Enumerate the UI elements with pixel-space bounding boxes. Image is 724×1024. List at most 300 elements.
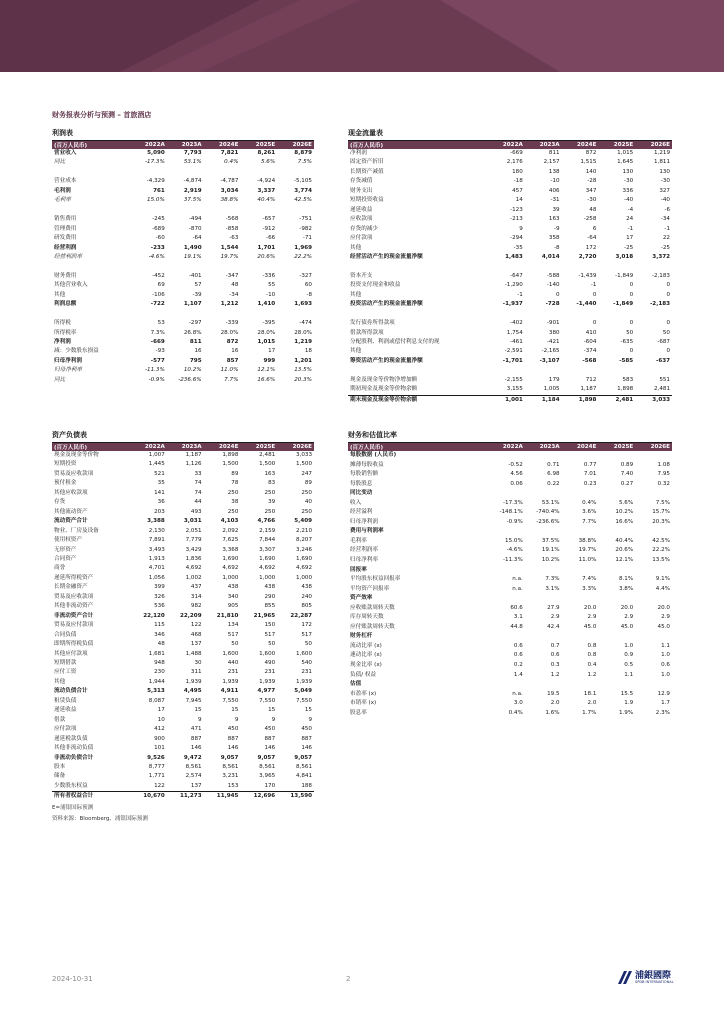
- row-value: -327: [299, 272, 312, 279]
- row-value: 22.2%: [294, 253, 312, 260]
- row-value: 517: [301, 631, 312, 638]
- row-value: 0: [666, 282, 670, 289]
- row-value: -1,701: [502, 357, 523, 364]
- row-label: 流动负债合计: [54, 688, 88, 695]
- row-value: 17: [157, 707, 165, 714]
- row-value: 57: [194, 282, 202, 289]
- table-row: [52, 602, 314, 611]
- cashflow-table: [348, 141, 672, 405]
- row-value: 1.9%: [618, 709, 634, 716]
- row-value: 5,049: [294, 688, 312, 695]
- row-label: 合同资产: [54, 555, 77, 562]
- table-row: [52, 451, 314, 460]
- row-value: -106: [152, 291, 165, 298]
- row-value: 2.9: [587, 614, 597, 621]
- row-value: 17: [268, 348, 276, 355]
- row-value: 83: [268, 480, 276, 487]
- row-value: 1,001: [488, 395, 525, 405]
- row-value: 1,944: [148, 678, 165, 685]
- row-label: 应付款项: [54, 726, 77, 733]
- row-value: 130: [659, 168, 670, 175]
- row-value: [488, 594, 525, 604]
- row-value: 15: [194, 707, 202, 714]
- column-header-unit: (百万人民币): [52, 141, 130, 149]
- table-row: [348, 234, 672, 243]
- row-value: 20.0: [583, 604, 597, 611]
- row-value: -585: [619, 357, 634, 364]
- row-value: 7.4%: [582, 576, 597, 583]
- row-label: 投资支付现金和收益: [350, 282, 401, 289]
- column-header-year: 2022A: [130, 141, 167, 149]
- row-value: 1,600: [259, 650, 276, 657]
- row-value: 146: [264, 745, 276, 752]
- row-value: -401: [188, 272, 202, 279]
- row-label: 每股数据 (人民币): [350, 452, 397, 458]
- row-label: 其他非流动资产: [54, 603, 94, 610]
- row-value: 35: [157, 480, 165, 487]
- row-label: 净利润: [350, 150, 367, 156]
- row-value: 250: [227, 489, 239, 496]
- row-label: 无形资产: [54, 546, 77, 553]
- row-label: 投资活动产生的现金流量净额: [350, 301, 423, 308]
- row-value: 1,201: [294, 357, 312, 364]
- row-value: 20.0: [657, 604, 670, 611]
- row-value: 19.5: [547, 690, 560, 697]
- row-value: 1,690: [295, 555, 312, 562]
- row-value: 9,526: [147, 754, 165, 761]
- row-value: 60.6: [510, 604, 523, 611]
- row-value: 811: [548, 150, 560, 156]
- row-value: 7,550: [259, 697, 276, 704]
- table-row: [348, 347, 672, 356]
- row-value: 39: [552, 206, 560, 213]
- row-value: -245: [152, 216, 165, 223]
- row-value: [562, 566, 599, 576]
- row-value: [525, 310, 562, 319]
- table-row: [348, 149, 672, 158]
- row-label: 同比变动: [350, 490, 373, 497]
- financial-header-row: [348, 443, 672, 451]
- row-value: -657: [262, 216, 276, 223]
- table-row: [348, 527, 672, 537]
- row-value: 8,561: [259, 763, 276, 770]
- row-value: [204, 206, 241, 215]
- row-value: -2,591: [504, 348, 523, 355]
- table-row: [52, 659, 314, 668]
- row-value: 468: [190, 631, 202, 638]
- row-value: 250: [264, 489, 276, 496]
- row-value: 1.7%: [582, 709, 597, 716]
- table-row: [52, 149, 314, 158]
- row-value: -8: [306, 291, 312, 298]
- table-row: [348, 206, 672, 215]
- row-value: 11.0%: [220, 367, 239, 374]
- header-banner: [0, 0, 724, 72]
- row-value: 27.9: [547, 604, 560, 611]
- row-value: 1,000: [259, 574, 276, 581]
- table-row: [52, 262, 314, 271]
- table-row: [348, 310, 672, 319]
- row-value: 19.7%: [578, 547, 597, 554]
- row-value: 1,015: [617, 150, 634, 156]
- row-value: 146: [227, 745, 239, 752]
- row-value: -25: [660, 244, 670, 251]
- row-value: 15: [231, 707, 239, 714]
- row-label: 市盈率 (x): [350, 690, 377, 697]
- row-value: [598, 262, 635, 271]
- row-value: 12.1%: [257, 367, 276, 374]
- row-value: 8,261: [257, 150, 276, 156]
- row-value: 1,701: [257, 244, 276, 251]
- row-label: 营业收入: [54, 150, 77, 156]
- row-value: 2,051: [185, 527, 202, 534]
- row-label: 即期所得税负债: [54, 641, 94, 648]
- row-value: 130: [622, 168, 634, 175]
- row-value: [167, 206, 204, 215]
- table-row: [52, 782, 314, 792]
- row-value: [635, 489, 672, 499]
- row-value: [488, 566, 525, 576]
- row-value: [635, 566, 672, 576]
- row-value: [130, 206, 167, 215]
- row-value: -10: [550, 178, 560, 185]
- row-value: 45.0: [657, 623, 670, 630]
- table-row: [52, 329, 314, 338]
- row-value: 1,939: [259, 678, 276, 685]
- row-value: [562, 632, 599, 642]
- row-value: -8: [554, 244, 560, 251]
- row-value: 0.27: [620, 480, 634, 487]
- row-value: -35: [513, 244, 523, 251]
- row-value: 7,844: [259, 537, 276, 544]
- row-value: -858: [225, 225, 239, 232]
- row-value: 172: [301, 622, 312, 629]
- row-value: 7.95: [657, 471, 670, 478]
- row-value: -4,924: [257, 178, 276, 185]
- row-value: 2,210: [295, 527, 312, 534]
- row-value: 50: [268, 641, 276, 648]
- row-value: [598, 680, 635, 690]
- row-value: [598, 489, 635, 499]
- row-value: [525, 262, 562, 271]
- row-value: [525, 632, 562, 642]
- row-value: 0.6: [550, 652, 560, 659]
- row-value: 0.22: [547, 480, 560, 487]
- row-label: 净利润: [54, 339, 71, 345]
- row-label: 其他: [350, 244, 362, 251]
- column-header-year: 2022A: [488, 443, 525, 451]
- row-value: 1,898: [222, 452, 239, 458]
- row-value: -870: [188, 225, 202, 232]
- row-value: -4.6%: [506, 547, 523, 554]
- row-value: -339: [225, 320, 239, 327]
- table-row: [348, 357, 672, 366]
- row-value: 4,014: [541, 253, 560, 260]
- row-value: 0: [666, 348, 670, 355]
- row-value: 1,771: [148, 773, 165, 780]
- row-value: 0.9: [624, 652, 634, 659]
- row-value: [167, 168, 204, 177]
- report-title: 财务报表分析与预测 – 首旅酒店: [52, 111, 152, 119]
- row-value: -4: [627, 206, 634, 213]
- row-value: [635, 680, 672, 690]
- row-value: 336: [622, 187, 634, 194]
- row-label: 合同负债: [54, 631, 77, 638]
- row-value: 78: [231, 480, 239, 487]
- table-row: [348, 461, 672, 471]
- row-value: 327: [659, 187, 670, 194]
- row-value: -213: [510, 216, 523, 223]
- row-value: -64: [587, 235, 597, 242]
- row-value: 3,031: [183, 518, 202, 525]
- row-label: 其他: [350, 348, 362, 355]
- row-value: 3,034: [220, 187, 239, 194]
- row-value: -5,105: [293, 178, 312, 185]
- table-row: [348, 329, 672, 338]
- row-label: [348, 366, 488, 375]
- table-row: [348, 594, 672, 604]
- row-value: 22,209: [180, 612, 202, 619]
- row-value: 2.9: [624, 614, 634, 621]
- row-value: 1,445: [148, 461, 165, 468]
- row-value: 4,692: [222, 565, 239, 572]
- row-label: 归母净利润: [350, 518, 378, 525]
- row-value: 16: [194, 348, 202, 355]
- row-value: 60: [304, 282, 312, 289]
- row-value: 2,159: [259, 527, 276, 534]
- row-value: -4,874: [183, 178, 202, 185]
- row-value: 1.7: [661, 700, 670, 707]
- cashflow-section: [348, 128, 672, 405]
- row-label: 股息率: [350, 709, 367, 716]
- row-value: 3,388: [147, 518, 165, 525]
- row-value: [240, 206, 277, 215]
- row-value: 40: [304, 499, 312, 506]
- table-row: [348, 470, 672, 480]
- table-row: [348, 632, 672, 642]
- row-label: 应付工资: [54, 669, 77, 676]
- row-value: 1.1: [661, 642, 670, 649]
- row-label: 租赁负债: [54, 697, 77, 704]
- row-value: [635, 262, 672, 271]
- row-value: 22.2%: [652, 547, 670, 554]
- row-label: 应收款项: [350, 216, 373, 223]
- row-value: 7.7%: [224, 376, 239, 383]
- row-label: 毛利率: [350, 537, 367, 544]
- row-value: [598, 566, 635, 576]
- table-row: [52, 479, 314, 488]
- row-value: -635: [620, 339, 634, 346]
- row-value: -25: [624, 244, 634, 251]
- row-value: -63: [229, 235, 239, 242]
- row-value: 40.4%: [615, 537, 634, 544]
- row-value: 15.0%: [505, 537, 523, 544]
- row-label: 经营利润: [54, 244, 77, 251]
- table-row: [52, 517, 314, 526]
- row-label: 递延收益: [350, 206, 373, 213]
- row-value: 18.1: [583, 690, 597, 697]
- table-row: [348, 168, 672, 177]
- row-value: 437: [190, 584, 202, 591]
- row-value: 5,409: [294, 518, 312, 525]
- row-value: 10.2%: [615, 509, 634, 516]
- row-label: 归母净利率: [54, 367, 82, 374]
- table-row: [52, 310, 314, 319]
- table-row: [348, 319, 672, 328]
- row-value: -577: [150, 357, 165, 364]
- row-value: 231: [227, 669, 239, 676]
- row-value: 4,692: [295, 565, 312, 572]
- row-label: 非流动负债合计: [54, 754, 94, 761]
- row-value: [525, 566, 562, 576]
- column-header-year: 2026E: [277, 141, 314, 149]
- row-value: 16: [231, 348, 239, 355]
- row-value: 4,103: [220, 518, 239, 525]
- row-label: 其他非流动负债: [54, 745, 94, 752]
- row-label: 存货: [54, 499, 66, 506]
- row-value: 30: [194, 659, 202, 666]
- row-value: 1.0: [661, 671, 670, 678]
- row-value: 39: [268, 499, 276, 506]
- row-value: 20.3%: [294, 376, 312, 383]
- logo-text-en: SPDB INTERNATIONAL: [635, 980, 674, 984]
- forecast-note: E=浦银国际预测: [52, 804, 94, 811]
- table-row: [348, 613, 672, 623]
- row-value: 712: [585, 376, 597, 383]
- table-row: [52, 621, 314, 630]
- row-value: 2.9: [661, 614, 670, 621]
- row-value: 5,313: [147, 688, 165, 695]
- row-value: -294: [510, 235, 523, 242]
- column-header-year: 2026E: [635, 141, 672, 149]
- income-statement-body: [52, 149, 314, 385]
- row-value: n.a.: [512, 690, 523, 697]
- row-value: 7,793: [183, 150, 202, 156]
- table-row: [348, 291, 672, 300]
- row-value: 0.4: [587, 662, 597, 669]
- balance-header-row: [52, 443, 314, 451]
- row-value: 16.6%: [615, 518, 634, 525]
- column-header-year: 2024E: [204, 443, 241, 451]
- row-label: 贸易及应付款项: [54, 622, 94, 629]
- row-value: 948: [154, 659, 165, 666]
- row-value: 33: [194, 470, 202, 477]
- row-value: 811: [189, 339, 202, 345]
- row-value: 134: [227, 622, 239, 629]
- table-row: [52, 536, 314, 545]
- row-value: -901: [546, 320, 560, 327]
- row-value: -4.6%: [148, 253, 165, 260]
- row-value: -347: [225, 272, 239, 279]
- row-value: 231: [264, 669, 276, 676]
- row-value: [277, 206, 314, 215]
- row-value: 326: [154, 593, 165, 600]
- row-label: 财务支出: [350, 187, 373, 194]
- row-value: 12.1%: [615, 557, 634, 564]
- row-value: 140: [585, 168, 597, 175]
- row-value: [488, 310, 525, 319]
- row-value: 2,720: [578, 253, 597, 260]
- row-value: 14: [515, 197, 523, 204]
- row-value: -31: [550, 197, 560, 204]
- row-value: 38.8%: [578, 537, 597, 544]
- row-value: [635, 310, 672, 319]
- row-label: 平均股东权益回报率: [350, 576, 401, 583]
- row-label: 应收账款周转天数: [350, 604, 395, 611]
- row-label: 应付款项: [350, 235, 373, 242]
- row-value: 761: [153, 187, 165, 194]
- row-value: -1: [590, 282, 597, 289]
- row-label: 营业成本: [54, 178, 77, 185]
- table-row: [52, 593, 314, 602]
- row-value: 1,187: [185, 452, 202, 458]
- row-value: -6: [664, 206, 670, 213]
- row-value: 1.2: [550, 671, 560, 678]
- row-value: 7.3%: [545, 576, 560, 583]
- row-value: 311: [190, 669, 202, 676]
- row-value: [598, 594, 635, 604]
- row-value: -740.4%: [536, 509, 560, 516]
- row-value: 412: [154, 726, 165, 733]
- row-value: -258: [583, 216, 597, 223]
- table-row: [52, 716, 314, 725]
- row-value: [525, 527, 562, 537]
- row-value: 28.0%: [220, 329, 239, 336]
- row-value: -647: [510, 272, 523, 279]
- row-value: 50: [662, 329, 670, 336]
- row-value: 20.6%: [615, 547, 634, 554]
- column-header-year: 2024E: [562, 141, 599, 149]
- row-value: -637: [656, 357, 670, 364]
- row-value: 2.9: [550, 614, 560, 621]
- row-value: -728: [545, 301, 560, 308]
- row-value: 517: [264, 631, 276, 638]
- row-value: [562, 451, 599, 461]
- row-value: 872: [585, 150, 597, 156]
- table-row: [52, 376, 314, 385]
- row-label: 经营利润率: [350, 547, 378, 554]
- row-value: 13.5%: [652, 557, 670, 564]
- row-value: 44.8: [510, 623, 523, 630]
- row-value: 48: [157, 641, 165, 648]
- income-statement-title: 利润表: [52, 128, 314, 141]
- row-value: 5.6%: [618, 499, 634, 506]
- row-value: 1.0: [661, 652, 670, 659]
- row-value: 42.4: [547, 623, 560, 630]
- table-row: [52, 678, 314, 687]
- row-value: 450: [227, 726, 239, 733]
- row-value: [635, 527, 672, 537]
- table-row: [52, 187, 314, 196]
- row-value: 0.2: [513, 662, 523, 669]
- page-footer: [0, 958, 724, 996]
- table-row: [52, 460, 314, 469]
- row-value: -604: [583, 339, 597, 346]
- row-label: 流动资产合计: [54, 518, 88, 525]
- row-value: 15.5: [620, 690, 634, 697]
- row-value: 250: [227, 508, 239, 515]
- row-value: 15: [304, 707, 312, 714]
- table-row: [52, 470, 314, 479]
- row-value: [130, 262, 167, 271]
- row-value: 138: [548, 168, 560, 175]
- table-row: [52, 508, 314, 517]
- row-value: 4,692: [259, 565, 276, 572]
- row-label: 回报率: [350, 566, 367, 573]
- row-value: 172: [585, 244, 597, 251]
- row-label: 短期投资: [54, 461, 77, 468]
- row-value: 0: [666, 291, 670, 298]
